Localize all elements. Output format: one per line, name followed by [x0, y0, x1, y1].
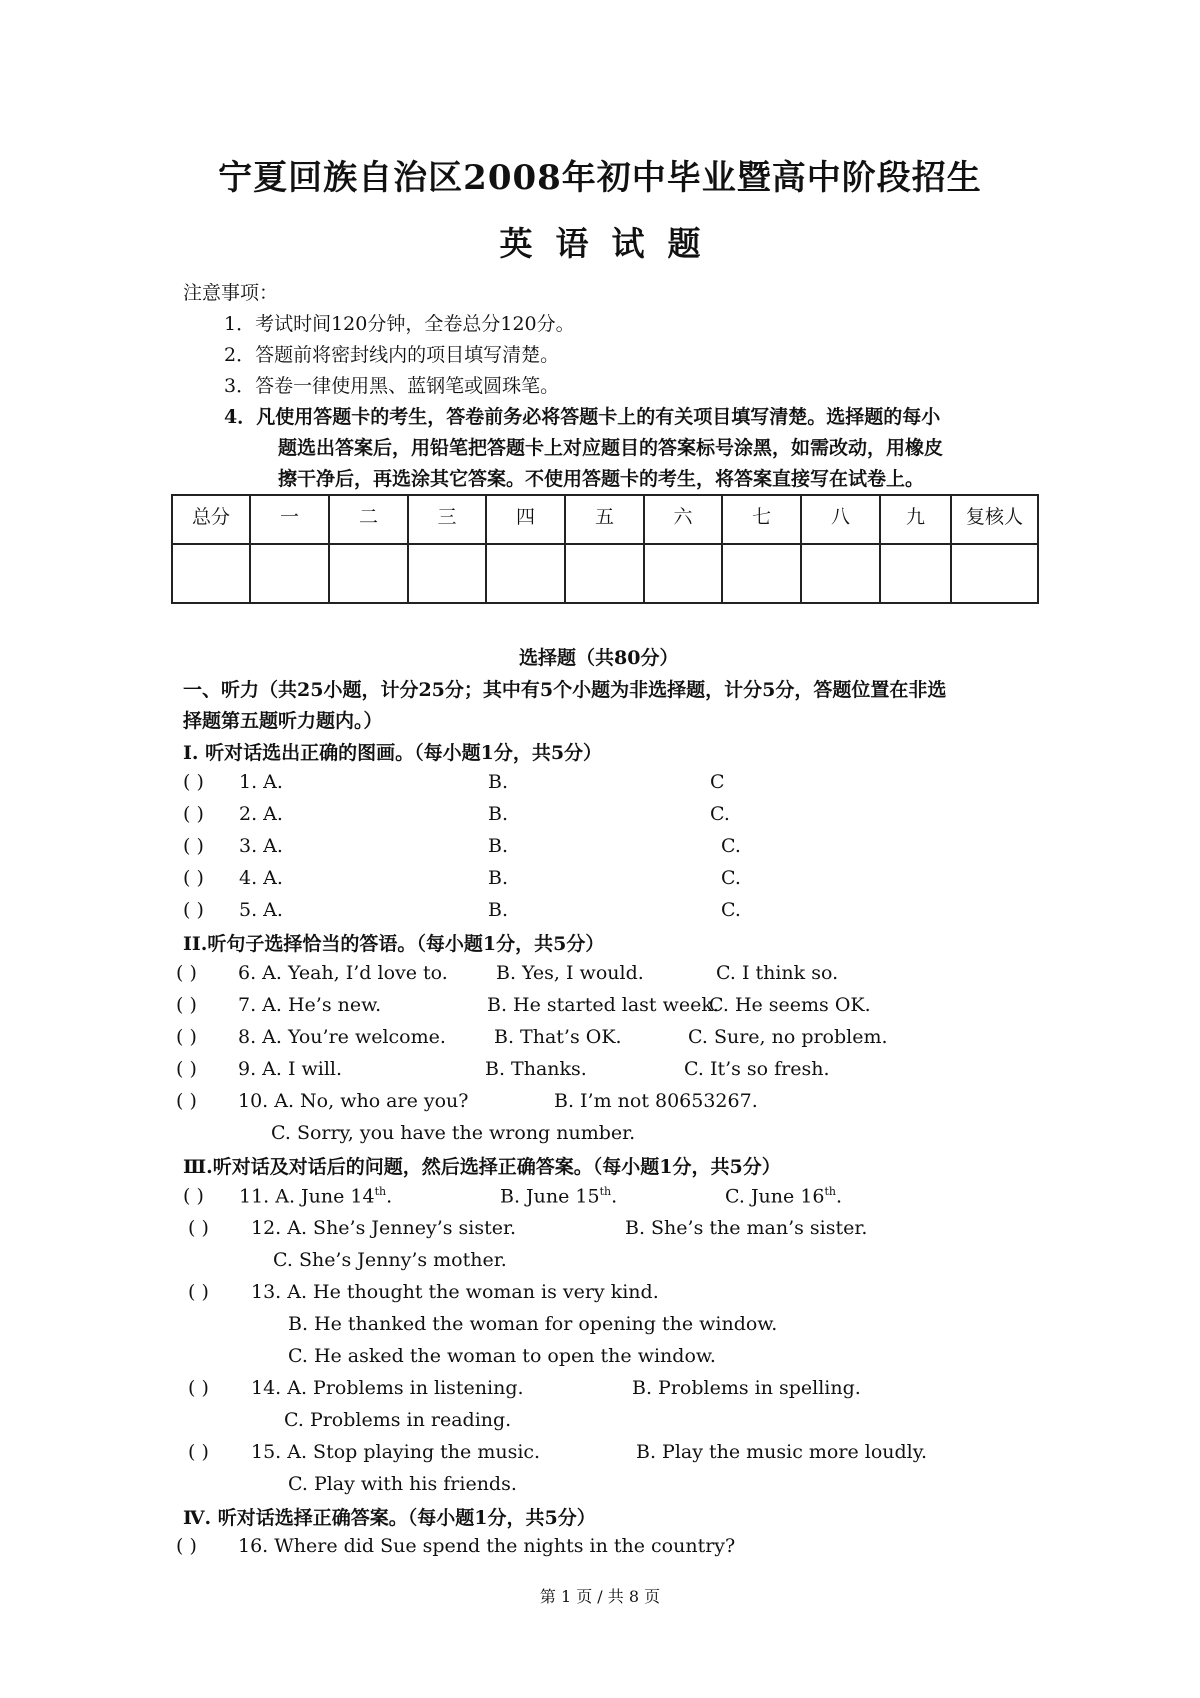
score-cell-8	[801, 544, 880, 603]
score-header-6: 六	[644, 495, 722, 544]
score-header-5: 五	[565, 495, 644, 544]
q13-option-a: 13. A. He thought the woman is very kind.	[251, 1281, 659, 1303]
exam-title: 宁夏回族自治区2008年初中毕业暨高中阶段招生	[218, 158, 982, 198]
q9-option-b: B. Thanks.	[485, 1058, 587, 1080]
q11-option-a-text: 11. A. June 14	[239, 1185, 375, 1208]
q15-option-b: B. Play the music more loudly.	[636, 1441, 927, 1463]
q1-option-a: 1. A.	[239, 771, 283, 793]
q14-option-b: B. Problems in spelling.	[632, 1377, 861, 1399]
q13-option-b: B. He thanked the woman for opening the window.	[288, 1313, 778, 1335]
subsection-III-heading: Ⅲ.听对话及对话后的问题，然后选择正确答案。（每小题1分，共5分）	[183, 1156, 781, 1178]
q8-option-c: C. Sure, no problem.	[688, 1026, 888, 1048]
q13-option-c: C. He asked the woman to open the window.	[288, 1345, 716, 1367]
answer-paren-13[interactable]: ( )	[188, 1281, 209, 1303]
note-item-4-line-3: 擦干净后，再选涂其它答案。不使用答题卡的考生，将答案直接写在试卷上。	[278, 468, 925, 490]
q6-option-c: C. I think so.	[716, 962, 839, 984]
score-header-reviewer: 复核人	[951, 495, 1038, 544]
note-item-4-line-1: 4．凡使用答题卡的考生，答卷前务必将答题卡上的有关项目填写清楚。选择题的每小	[224, 406, 941, 428]
q12-option-a: 12. A. She’s Jenney’s sister.	[251, 1217, 517, 1239]
q16-question: 16. Where did Sue spend the nights in the country?	[238, 1535, 736, 1557]
answer-paren-12[interactable]: ( )	[188, 1217, 209, 1239]
q11-option-a-dot: .	[386, 1185, 393, 1208]
q11-option-c-sup: th	[824, 1185, 837, 1198]
q2-option-a: 2. A.	[239, 803, 283, 825]
q4-option-a: 4. A.	[239, 867, 283, 889]
q10-option-a: 10. A. No, who are you?	[238, 1090, 469, 1112]
q11-option-a	[239, 1185, 392, 1207]
answer-paren-15[interactable]: ( )	[188, 1441, 209, 1463]
q7-option-a: 7. A. He’s new.	[238, 994, 382, 1016]
q7-option-b: B. He started last week.	[487, 994, 719, 1016]
q11-option-c-text: C. June 16	[725, 1185, 825, 1208]
score-header-4: 四	[486, 495, 565, 544]
q10-option-c: C. Sorry, you have the wrong number.	[271, 1122, 636, 1144]
q11-option-b-text: B. June 15	[500, 1185, 600, 1208]
page-footer: 第 1 页 / 共 8 页	[539, 1587, 661, 1606]
score-cell-1	[250, 544, 329, 603]
q5-option-c: C.	[721, 899, 741, 921]
q2-option-b: B.	[488, 803, 509, 825]
answer-paren-16[interactable]: ( )	[176, 1535, 197, 1557]
score-cell-3	[408, 544, 486, 603]
score-cell-total	[172, 544, 250, 603]
q3-option-c: C.	[721, 835, 741, 857]
part1-heading-line-2: 择题第五题听力题内。）	[183, 710, 383, 732]
score-header-1: 一	[250, 495, 329, 544]
answer-paren-14[interactable]: ( )	[188, 1377, 209, 1399]
score-header-2: 二	[329, 495, 408, 544]
score-cell-4	[486, 544, 565, 603]
answer-paren-7[interactable]: ( )	[176, 994, 197, 1016]
subsection-IV-heading: Ⅳ. 听对话选择正确答案。（每小题1分，共5分）	[183, 1507, 596, 1529]
q8-option-b: B. That’s OK.	[494, 1026, 622, 1048]
q15-option-a: 15. A. Stop playing the music.	[251, 1441, 541, 1463]
q8-option-a: 8. A. You’re welcome.	[238, 1026, 446, 1048]
q11-option-b-sup: th	[599, 1185, 612, 1198]
answer-paren-11[interactable]: ( )	[183, 1185, 204, 1207]
score-cell-9	[880, 544, 951, 603]
score-header-3: 三	[408, 495, 486, 544]
score-cell-7	[722, 544, 801, 603]
q5-option-b: B.	[488, 899, 509, 921]
q10-option-b: B. I’m not 80653267.	[554, 1090, 758, 1112]
answer-paren-3[interactable]: ( )	[183, 835, 204, 857]
answer-paren-4[interactable]: ( )	[183, 867, 204, 889]
q11-option-b-dot: .	[611, 1185, 618, 1208]
score-table	[171, 494, 1039, 604]
q11-option-a-sup: th	[374, 1185, 387, 1198]
q5-option-a: 5. A.	[239, 899, 283, 921]
answer-paren-5[interactable]: ( )	[183, 899, 204, 921]
q3-option-a: 3. A.	[239, 835, 283, 857]
subsection-I-heading: I. 听对话选出正确的图画。（每小题1分，共5分）	[183, 742, 603, 764]
q2-option-c: C.	[710, 803, 730, 825]
answer-paren-1[interactable]: ( )	[183, 771, 204, 793]
answer-paren-2[interactable]: ( )	[183, 803, 204, 825]
q9-option-a: 9. A. I will.	[238, 1058, 343, 1080]
q11-option-b	[500, 1185, 617, 1207]
q4-option-c: C.	[721, 867, 741, 889]
note-item-2: 2．答题前将密封线内的项目填写清楚。	[224, 344, 560, 366]
answer-paren-9[interactable]: ( )	[176, 1058, 197, 1080]
score-cell-2	[329, 544, 408, 603]
exam-subtitle: 英 语 试 题	[499, 224, 701, 263]
part1-heading-line-1: 一、听力（共25小题，计分25分；其中有5个小题为非选择题，计分5分，答题位置在非选	[183, 679, 947, 701]
q14-option-c: C. Problems in reading.	[284, 1409, 512, 1431]
q3-option-b: B.	[488, 835, 509, 857]
q1-option-b: B.	[488, 771, 509, 793]
score-header-total: 总分	[172, 495, 250, 544]
score-header-8: 八	[801, 495, 880, 544]
answer-paren-8[interactable]: ( )	[176, 1026, 197, 1048]
q6-option-a: 6. A. Yeah, I’d love to.	[238, 962, 448, 984]
section-title: 选择题（共80分）	[519, 647, 679, 669]
q1-option-c: C	[710, 771, 725, 793]
note-item-3: 3．答卷一律使用黑、蓝钢笔或圆珠笔。	[224, 375, 560, 397]
q15-option-c: C. Play with his friends.	[288, 1473, 517, 1495]
note-item-1: 1．考试时间120分钟，全卷总分120分。	[224, 313, 575, 335]
subsection-II-heading: II.听句子选择恰当的答语。（每小题1分，共5分）	[183, 933, 605, 955]
score-header-9: 九	[880, 495, 951, 544]
score-cell-6	[644, 544, 722, 603]
score-header-7: 七	[722, 495, 801, 544]
score-cell-reviewer	[951, 544, 1038, 603]
q7-option-c: C. He seems OK.	[709, 994, 871, 1016]
q6-option-b: B. Yes, I would.	[496, 962, 644, 984]
answer-paren-6[interactable]: ( )	[176, 962, 197, 984]
q11-option-c	[725, 1185, 842, 1207]
q12-option-c: C. She’s Jenny’s mother.	[273, 1249, 507, 1271]
score-cell-5	[565, 544, 644, 603]
notes-heading: 注意事项：	[183, 282, 279, 304]
q11-option-c-dot: .	[836, 1185, 843, 1208]
q9-option-c: C. It’s so fresh.	[684, 1058, 830, 1080]
q12-option-b: B. She’s the man’s sister.	[625, 1217, 868, 1239]
q14-option-a: 14. A. Problems in listening.	[251, 1377, 524, 1399]
answer-paren-10[interactable]: ( )	[176, 1090, 197, 1112]
q4-option-b: B.	[488, 867, 509, 889]
note-item-4-line-2: 题选出答案后，用铅笔把答题卡上对应题目的答案标号涂黑，如需改动，用橡皮	[278, 437, 944, 459]
